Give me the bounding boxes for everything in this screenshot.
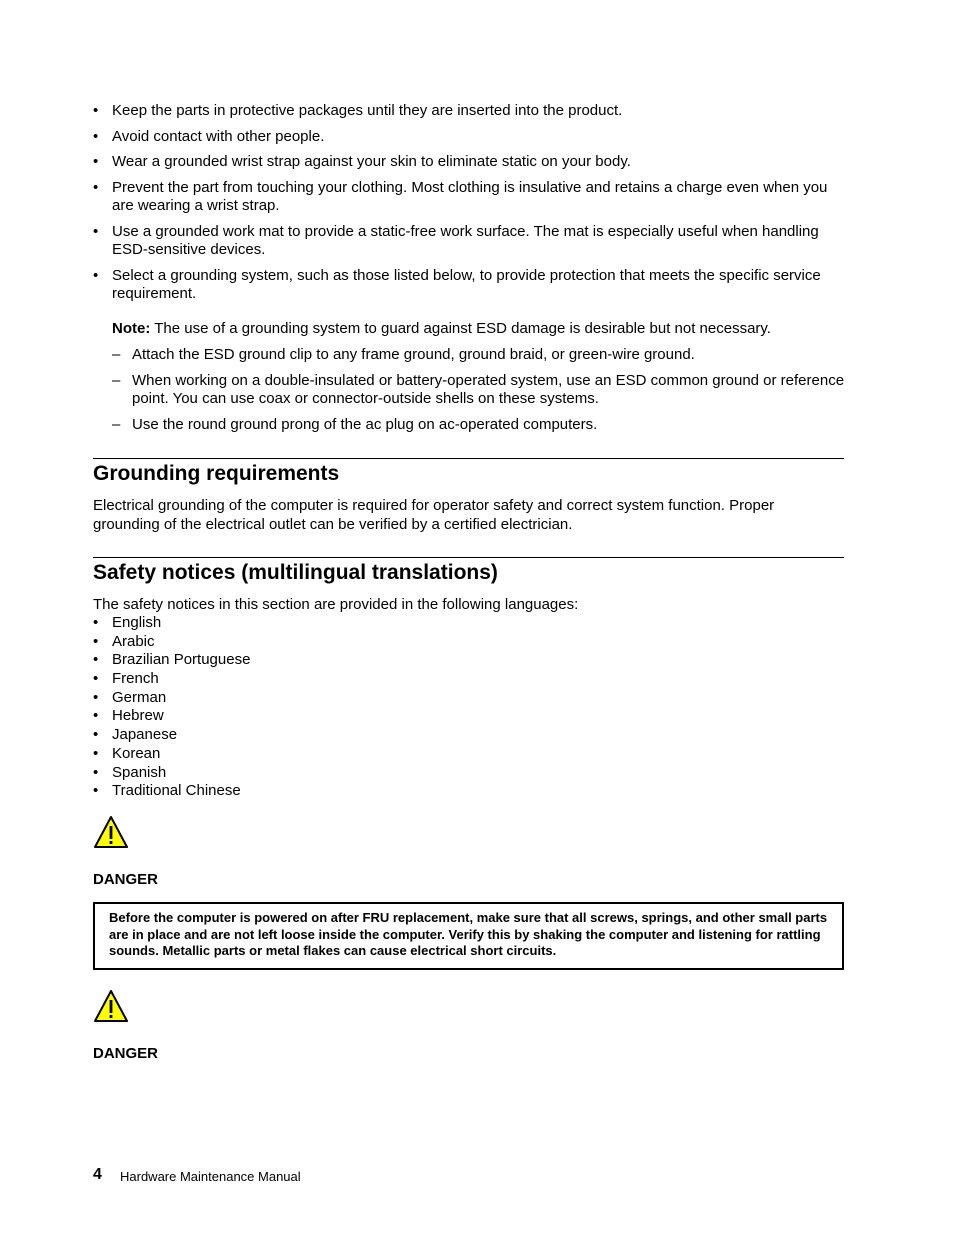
- dash-symbol: –: [112, 371, 121, 389]
- grounding-heading: Grounding requirements: [93, 462, 340, 485]
- list-item: • Spanish: [93, 763, 167, 781]
- list-item: – Attach the ESD ground clip to any frame ground, ground braid, or green-wire ground.: [112, 346, 695, 363]
- esd-precautions-list: [93, 102, 845, 441]
- bullet-symbol: •: [93, 222, 99, 240]
- bullet-symbol: •: [93, 782, 99, 800]
- bullet-symbol: •: [93, 614, 99, 631]
- list-item: – When working on a double-insulated or battery-operated system, use an ESD common ground or reference point. You can use coax or connector-outside shells on these systems.: [112, 371, 845, 407]
- bullet-symbol: •: [93, 744, 99, 762]
- section-divider: [93, 557, 844, 558]
- danger-label: DANGER: [93, 871, 159, 888]
- bullet-symbol: •: [93, 153, 99, 170]
- note-text: The use of a grounding system to guard against ESD damage is desirable but not necessary.: [154, 319, 771, 337]
- list-item: • German: [93, 688, 167, 706]
- dash-symbol: –: [112, 415, 121, 433]
- list-item: • Brazilian Portuguese: [93, 651, 251, 669]
- list-item: • Use a grounded work mat to provide a static-free work surface. The mat is especially useful when handling ESD-sensitive devices.: [93, 222, 819, 258]
- list-item: • Korean: [93, 744, 161, 762]
- safety-notices-intro: The safety notices in this section are provided in the following languages:: [93, 596, 579, 613]
- danger-notice-box: [93, 902, 844, 970]
- list-item: • Select a grounding system, such as those listed below, to provide protection that meets the specific service requirement.: [93, 266, 821, 302]
- languages-list: [93, 614, 250, 801]
- bullet-symbol: •: [93, 707, 99, 725]
- bullet-symbol: •: [93, 763, 99, 781]
- bullet-symbol: •: [93, 688, 99, 706]
- list-item: • Arabic: [93, 632, 155, 650]
- list-item: • Prevent the part from touching your clothing. Most clothing is insulative and retains a charge even when you are wearing a wrist strap.: [93, 178, 828, 214]
- dash-symbol: –: [112, 346, 121, 363]
- section-divider: [93, 458, 844, 459]
- list-item: • English: [93, 614, 162, 631]
- bullet-symbol: •: [93, 726, 99, 744]
- grounding-paragraph: Electrical grounding of the computer is required for operator safety and correct system function. Proper grounding of the electrical outlet can be verified by a certified electrician.: [93, 497, 775, 533]
- bullet-symbol: •: [93, 632, 99, 650]
- list-item: • Wear a grounded wrist strap against your skin to eliminate static on your body.: [93, 153, 631, 170]
- warning-triangle-icon: [93, 815, 129, 849]
- list-item: • Traditional Chinese: [93, 782, 241, 800]
- bullet-symbol: •: [93, 102, 99, 119]
- bullet-symbol: •: [93, 670, 99, 688]
- manual-title: Hardware Maintenance Manual: [120, 1169, 301, 1184]
- bullet-symbol: •: [93, 127, 99, 145]
- page-number: 4: [93, 1166, 102, 1183]
- note-label: Note:: [112, 319, 151, 337]
- bullet-symbol: •: [93, 178, 99, 196]
- list-item: • French: [93, 670, 159, 688]
- list-item: – Use the round ground prong of the ac plug on ac-operated computers.: [112, 415, 598, 433]
- bullet-symbol: •: [93, 266, 99, 284]
- list-item: • Japanese: [93, 726, 178, 744]
- safety-notices-heading: Safety notices (multilingual translations): [93, 561, 498, 584]
- danger-label: DANGER: [93, 1045, 159, 1062]
- warning-triangle-icon: [93, 989, 129, 1023]
- danger-notice-text: Before the computer is powered on after FRU replacement, make sure that all screws, springs, and other small parts are in place and are not left loose inside the computer. Verify this by shaking the computer and listening for rattling sounds. Metallic parts or metal flakes can cause electrical short circuits.: [109, 910, 828, 958]
- list-item: • Keep the parts in protective packages until they are inserted into the product.: [93, 102, 623, 119]
- list-item: • Hebrew: [93, 707, 164, 725]
- note-paragraph: [112, 320, 845, 339]
- list-item: • Avoid contact with other people.: [93, 127, 325, 145]
- bullet-symbol: •: [93, 651, 99, 669]
- grounding-options-list: [112, 346, 845, 434]
